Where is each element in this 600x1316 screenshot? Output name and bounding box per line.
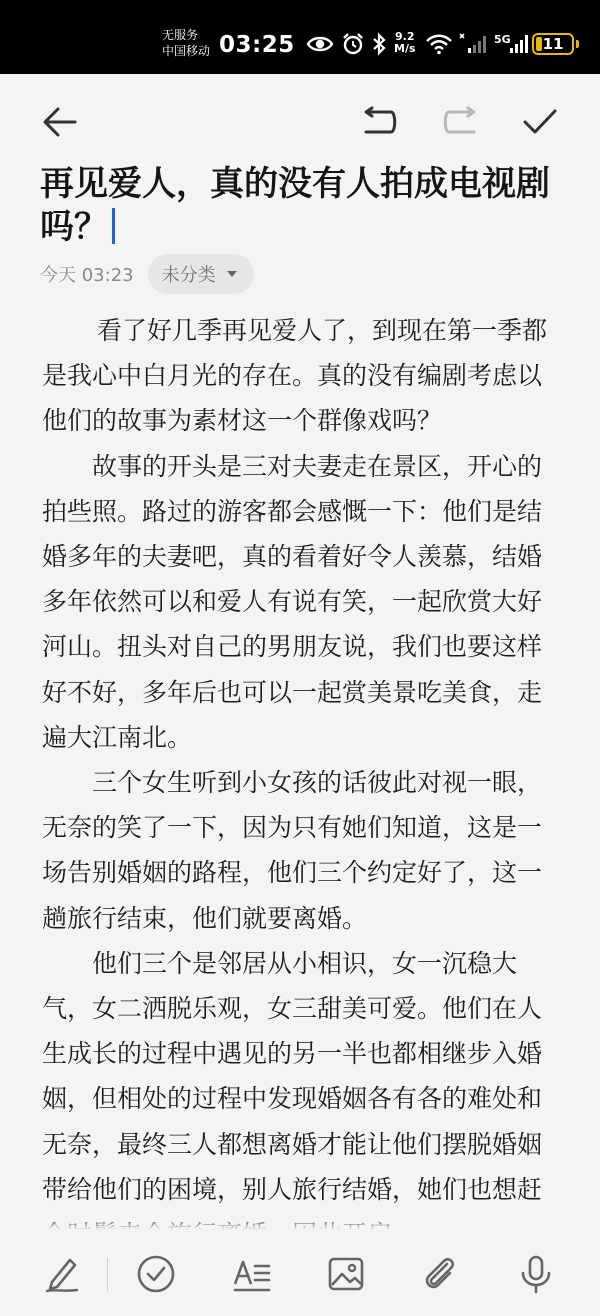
insert-image-button[interactable] [322,1250,370,1298]
back-arrow-icon [42,106,78,138]
signal-5g-icon [494,31,530,55]
category-dropdown[interactable] [148,254,254,294]
redo-button[interactable] [438,98,482,146]
note-paragraph: 他们三个是邻居从小相识，女一沉稳大气，女二洒脱乐观，女三甜美可爱。他们在人生成长的过程中遇见的另一半也都相继步入婚姻，但相处的过程中发现婚姻各有各的难处和无奈，最终三人都想离婚才能让他们摆脱婚姻带给他们的困境，别人旅行结婚，她们也想赶 [42,948,543,1204]
category-label: 未分类 [161,265,216,286]
net-speed-value: 9.2 [395,30,415,43]
toolbar-divider [107,1258,108,1292]
note-body[interactable] [42,308,558,1228]
microphone-icon [518,1254,554,1294]
signal-1-icon [458,31,490,55]
undo-button[interactable] [358,98,402,146]
note-title[interactable] [40,163,560,249]
bottom-toolbar [0,1230,600,1316]
carrier-status: 无服务 [162,28,199,42]
handwriting-button[interactable] [38,1250,86,1298]
dropdown-triangle-icon [226,270,238,278]
checkmark-icon [522,107,558,137]
attachment-button[interactable] [416,1250,464,1298]
save-button[interactable] [518,98,562,146]
carrier-name: 中国移动 [162,44,211,58]
undo-icon [361,107,399,137]
wifi-icon [425,33,453,55]
battery-level: 11 [542,35,564,53]
note-paragraph: 三个女生听到小女孩的话彼此对视一眼，无奈的笑了一下，因为只有她们知道，这是一场告别婚姻的路程，他们三个约定好了，这一趟旅行结束，他们就要离婚。 [42,768,543,933]
content-fade [0,1216,600,1230]
text-cursor [112,208,115,244]
net-speed [394,31,416,55]
note-meta [40,253,254,295]
image-icon [326,1254,366,1294]
text-format-button[interactable] [228,1250,276,1298]
battery-cap [576,40,579,48]
eye-icon [306,34,334,54]
text-format-icon [232,1254,272,1294]
editor-toolbar [0,98,600,148]
svg-text:5G: 5G [494,33,511,46]
note-title-text: 再见爱人，真的没有人拍成电视剧吗？ [40,164,550,247]
voice-input-button[interactable] [512,1250,560,1298]
note-timestamp: 今天 03:23 [40,265,134,286]
alarm-icon [341,32,365,56]
back-button[interactable] [38,98,82,146]
battery-icon [532,33,574,55]
net-speed-unit: M/s [394,42,416,55]
note-paragraph: 故事的开头是三对夫妻走在景区，开心的拍些照。路过的游客都会感慨一下：他们是结婚多年的夫妻吧，真的看着好令人羡慕，结婚多年依然可以和爱人有说有笑，一起欣赏大好河山。扭头对自己的男朋友说，我们也要这样好不好，多年后也可以一起赏美景吃美食，走遍大江南北。 [42,451,543,752]
status-time: 03:25 [219,32,295,58]
checklist-button[interactable] [132,1250,180,1298]
checklist-icon [136,1254,176,1294]
attachment-icon [420,1254,460,1294]
carrier-info [162,27,210,59]
redo-icon [441,107,479,137]
note-paragraph: 看了好几季再见爱人了，到现在第一季都是我心中白月光的存在。真的没有编剧考虑以他们的故事为素材这一个群像戏吗？ [42,316,548,436]
bluetooth-icon [371,32,387,56]
status-bar [0,0,600,74]
handwriting-pen-icon [43,1255,81,1293]
